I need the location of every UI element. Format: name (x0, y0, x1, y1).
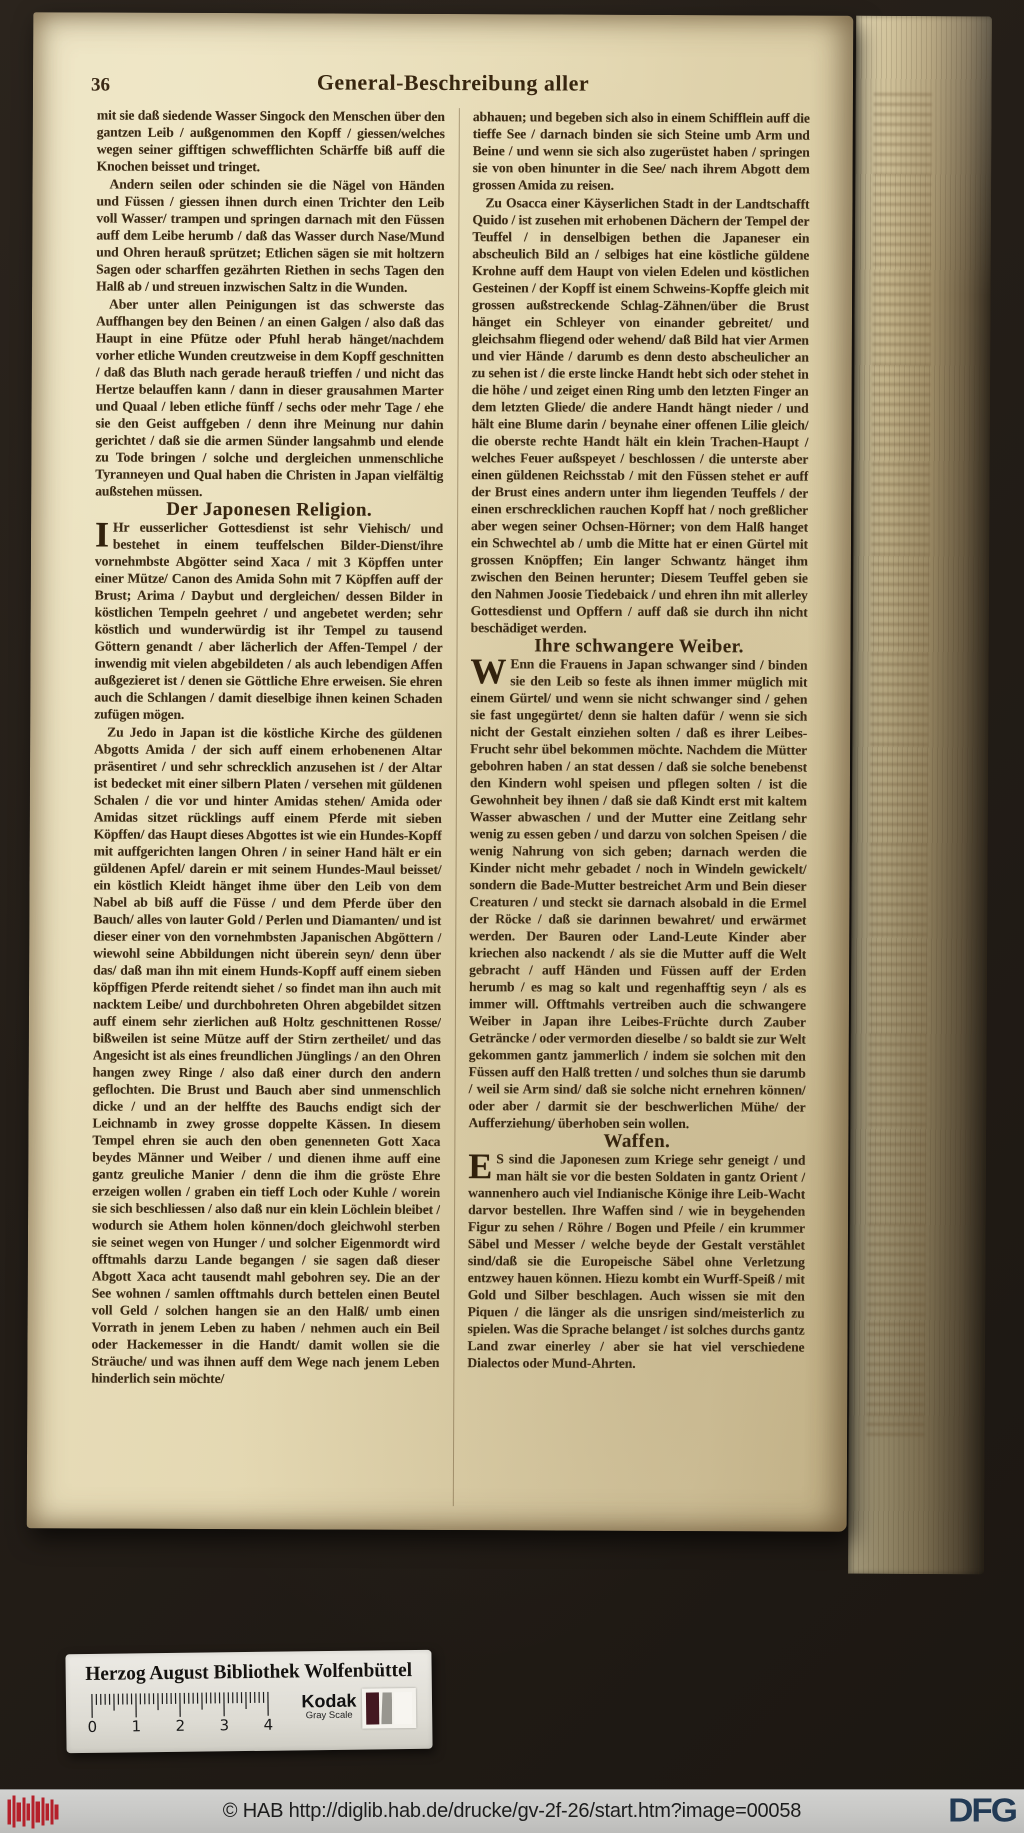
page-scan (27, 12, 854, 1532)
page-number: 36 (90, 74, 111, 96)
section-heading-waffen: Waffen. (603, 1130, 671, 1153)
dfg-logo: DFG (948, 1792, 1016, 1830)
next-page-ghost-text (867, 86, 932, 1436)
scale-number-2: 2 (175, 1716, 186, 1735)
scale-number-1: 1 (131, 1717, 142, 1736)
text-column-left (91, 106, 445, 1506)
patch-dark (366, 1692, 379, 1724)
kodak-brand-text: Kodak (301, 1690, 357, 1712)
kodak-label (284, 1691, 374, 1721)
library-name: Herzog August Bibliothek Wolfenbüttel (85, 1659, 413, 1685)
patch-light (394, 1692, 412, 1724)
kodak-grayscale-text: Gray Scale (305, 1709, 353, 1722)
paragraph: mit sie daß siedende Wasser Singock den Menschen über den gantzen Leib / außgenommen den Kopff / giessen/welches wegen seiner gifftigen schwefflichten Schärffe biß auff die Knochen beisset und tringet. (96, 107, 445, 175)
paragraph: Zu Jedo in Japan ist die köstliche Kirche des güldenen Abgotts Amida / der sich auff einem erhobenenen Altar präsentiret / und sehr schrecklich anzusehen ist / der Altar ist bedecket mit einer silbern Platen / versehen mit güldenen Schalen / die vor und hinter Amidas stehen/ Amida oder Amidas sitzet rücklings auff einem Pferde mit sieben Köpffen/ das Haupt dieses Abgottes ist wie ein Hundes-Kopff mit auffgerichten langen Ohren / in seiner Hand hält er ein güldenen Apfel/ darein er mit seinem Hundes-Maul beisset/ ein köstlich Kleidt hänget ihme über den Leib von dem Nabel ab biß auff die Füsse / und dem Pferde über den Bauch/ alles von lauter Gold / Perlen und Diamanten/ und ist dieser einer von den vornehmbsten Japanischen Abgöttern / wiewohl seine Abbildungen nicht überein seyn/ denn über das/ daß man ihn mit einem Hunds-Kopff auff einem sieben köpffigen Pferde reitendt siehet / so findet man ihn auch mit nacktem Leibe/ und durchbohreten Ohren abgebildet sitzen auff einem sehr zierlichen auß Holtz geschnittenen Rosse/ bißweilen ist seine Mütze auff der Stirn zertheilet/ und das Angesicht ist als eines freundlichen Jünglings / an den Ohren hangen zwey Ringe / also daß einer durch den andern geflochten. Die Brust und Bauch aber sind unmenschlich dicke / und an der helffte des Bauchs endigt sich der Leichnamb in zwey grosse doppelte Kässen. In diesem Tempel ehren sie auch den oben genenneten Gott Xaca beydes Männer und Weiber / und dienen ihme auff eine gantz greuliche Manier / denn die ihm die gröste Ehre erzeigen wollen / graben ein tieff Loch oder Kuhle / worein sie sich beschliessen / also daß nur ein klein Löchlein bleibet / wodurch sie Athem holen können/doch gleichwohl sterben sie seinet wegen von Hunger / und solcher Eigenmordt wird offtmahls darzu Lande begangen / sie sagen daß dieser Abgott Xaca acht tausendt mahl gebohren sey. Die an der See wohnen / samlen offtmahls durch bettelen einen Beutel voll Geld / solchen hangen sie an den Halß/ umb einen Vorrath in jenem Leben zu haben / nehmen auch ein Beil oder Hackemesser in die Handt/ damit wollen sie die Sträuche/ und was ihnen auff dem Wege nach jenem Leben hinderlich sein möchte/ (91, 724, 443, 1387)
paragraph (468, 651, 808, 1132)
scale-number-0: 0 (87, 1717, 98, 1736)
drop-cap: E (468, 1146, 493, 1187)
library-ruler-card (65, 1650, 432, 1753)
paragraph: abhauen; und begeben sich also in einem Schifflein auff die tieffe See / darnach binden sie sich Steine umb Arm und Beine / und wenn sie sich also zugerüstet haben / springen sie von oben hinunter in die See/ nach ihrem Abgott dem grossen Amida zu reisen. (472, 109, 810, 193)
paragraph-text: Enn die Frauens in Japan schwanger sind / binden sie den Leib so feste als ihnen immer müglich mit einem Gürtel/ und wenn sie nicht schwanger sind / gehen sie fast ungegürtet/ denn sie halten dafür / wenn sie sich nicht der Gestalt einziehen solten / daß es ihrer Leibes-Frucht sehr übel bekommen möchte. Nachdem die Mütter gebohren haben / an stat dessen / daß sie solche benebenst den Kindern wohl speisen und pflegen solten / ist die Gewohnheit bey ihnen / daß sie daß Kindt erst mit kaltem Wasser abwaschen / und der Mutter eine Zeitlang sehr wenig zu essen geben / und darzu von solchen Speisen / die wenig Nahrung von sich geben; darnach werden die Kinder nicht mehr gebadet / noch in Windeln gewickelt/ sondern die Bade-Mutter bestreichet Arm und Bein dieser Creaturen / und steckt sie darnach alsobald in die Ermel der Röcke / daß sie darinnen bewahret/ und erwärmet werden. Der Bauren oder Land-Leute Kinder aber kriechen also nackendt / als sie die Mutter auff die Welt gebracht / auff Händen und Füssen auff der Erden herumb / es mag so kalt und regenhafftig seyn / als es immer will. Offtmahls vertreiben auch die schwangere Weiber in Japan ihre Leibes-Früchte durch Zauber Geträncke / oder vermorden dieselbe / so baldt sie zur Welt gekommen gantz jammerlich / indem sie solchen mit den Füssen auff den Halß tretten / und solches thun sie darumb / weil sie Arm sind/ daß sie solche nicht ernehren können/ oder aber / darmit sie der beschwerlichen Mühe/ der Aufferziehung/ überhoben sein wollen. (468, 656, 808, 1132)
scale-number-4: 4 (263, 1715, 274, 1734)
drop-cap: I (94, 514, 110, 555)
patch-mid (381, 1692, 392, 1724)
running-header: General-Beschreibung aller (316, 69, 590, 96)
paragraph: Andern seilen oder schinden sie die Nägel von Händen und Füssen / giessen ihnen durch einen Trichter den Leib voll Wasser/ trampen und springen darnach mit den Füssen auff dem Leibe herumb / daß das Wasser durch Nase/Mund und Ohren herauß sprützet; Etlichen sägen sie mit holtzern Sagen oder scharffen gezährten Riethen in sechs Tagen den Halß ab / und streuen inzwischen Saltz in die Wunden. (96, 176, 445, 295)
footer-copyright-url: © HAB http://diglib.hab.de/drucke/gv-2f-26/start.htm?image=00058 (222, 1800, 802, 1822)
section-heading-religion: Der Japonesen Religion. (166, 498, 373, 521)
paragraph: Zu Osacca einer Käyserlichen Stadt in der Landtschafft Quido / ist zusehen mit erhobenen Dächern der Tempel der Teuffel / in denselbigen bethen die Japaneser ein abscheulich Bild an / selbiges hat eine köstliche güldene Krohne auff dem Haupt von vielen Edelen und köstlichen Gesteinen / der Kopff ist einem Schweins-Kopffe gleich mit grossen außstreckende Schlag-Zähnen/über die Brust hänget ein Schleyer von einander gebreitet/ und gleichsahm fliegend oder wehend/ daß Bild hat vier Armen und vier Hände / darumb es denn desto abscheulicher an zu sehen ist / die erste lincke Handt hebt sich oder stehet in die höhe / und zeiget einen Ring umb den letzten Finger an dem letzten Gliede/ die andere Handt hängt nieder / und hält eine Blume darin / beynahe einer offenen Lilie gleich/ die oberste rechte Handt hält ein klein Trachen-Haupt / welches Feuer außspeyet / beschlossen / die unterste aber einen güldenen Reichsstab / mit den Füssen stehet er auff der Brust eines andern unter ihm liegenden Teuffels / der einen erschrecklichen rauchen Kopff hat / noch greßlicher aber wegen seiner Ochsen-Hörner; von dem Halß hanget ein Schwechtel ab / umb die Mitte hat er einen Gürtel mit grossen Knöpffen; Ein langer Schwantz hänget ihm zwischen den Beinen herunter; Diesem Teuffel geben sie den Nahmen Joosie Tiedebaick / und ehren ihn mit allerley Gottesdienst und Opffern / auff daß sie durch ihn nicht beschädiget werden. (470, 195, 810, 636)
paragraph (94, 514, 444, 724)
footer-bar (0, 1789, 1024, 1833)
section-heading-weiber: Ihre schwangere Weiber. (534, 635, 744, 658)
gray-scale-patches (362, 1688, 416, 1729)
paragraph (467, 1146, 806, 1372)
paragraph: Aber unter allen Peinigungen ist das schwerste das Auffhangen bey den Beinen / an einen Galgen / also daß das Haupt in eine Pfütze oder Pfuhl herab hänget/nachdem vorher etliche Wunden creutzweise in dem Kopff geschnitten / daß das Bluth nach gerade herauß trieffen / und nicht das Hertze belauffen kann / dann in dieser grausahmen Marter und Quaal / leben etliche fünff / sechs oder mehr Tage / ehe sie den Geist auffgeben / denn ihre Meinung nur dahin gerichtet / daß sie die armen Sünder langsahmb und elende zu Tode bringen / solche und dergleichen unmenschliche Tyranneyen und Qual haben die Christen in Japan vielfältig außstehen müssen. (95, 296, 445, 499)
scale-number-3: 3 (219, 1716, 230, 1735)
book-fore-edge (848, 16, 992, 1575)
drop-cap: W (470, 651, 507, 692)
paragraph-text: S sind die Japonesen zum Kriege sehr geneigt / und man hält sie vor die besten Soldaten in gantz Orient / wannenhero auch viel Indianische Könige ihre Leib-Wacht darvor bestellen. Ihre Waffen sind / wie in beygehenden Figur zu sehen / Röhre / Bogen und Pfeile / ein krummer Säbel und Messer / welche beyde der Gestalt verstählet sind/daß sie die Europeische Säbel ohne Verletzung entzwey hauen können. Hiezu kombt ein Wurff-Speiß / mit Gold und Silber beschlagen. Auch wissen sie mit den Piquen / die länger als die unsrigen sind/meisterlich zu spielen. Was die Sprache belanget / ist solches durchs gantz Land zwar einerley / aber sie hat viel verschiedene Dialectos oder Mund-Ahrten. (467, 1151, 806, 1371)
paragraph-text: Hr eusserlicher Gottesdienst ist sehr Viehisch/ und bestehet in einem teuffelschen Bilder-Dienst/ihre vornehmbste Abgötter seind Xaca / mit 3 Köpffen unter einer Mütze/ Canon des Amida Sohn mit 7 Köpffen auff der Brust; Arima / Daybut und dergleichen/ dessen Bilder in köstlichen Tempeln geehret / und angebetet werden; sehr köstlich und wunderwürdig ist ihr Tempel zu tausend Göttern genandt / aber lächerlich der Affen-Tempel / der inwendig mit vielen abgebildeten / als auch lebendigen Affen außgezieret ist / denen sie Göttliche Ehre erweisen. Sie ehren auch die Schlangen / damit dieselbige ihnen keinen Schaden zufügen mögen. (94, 519, 444, 722)
ruler-ticks (90, 1692, 278, 1720)
text-column-right (453, 108, 810, 1508)
